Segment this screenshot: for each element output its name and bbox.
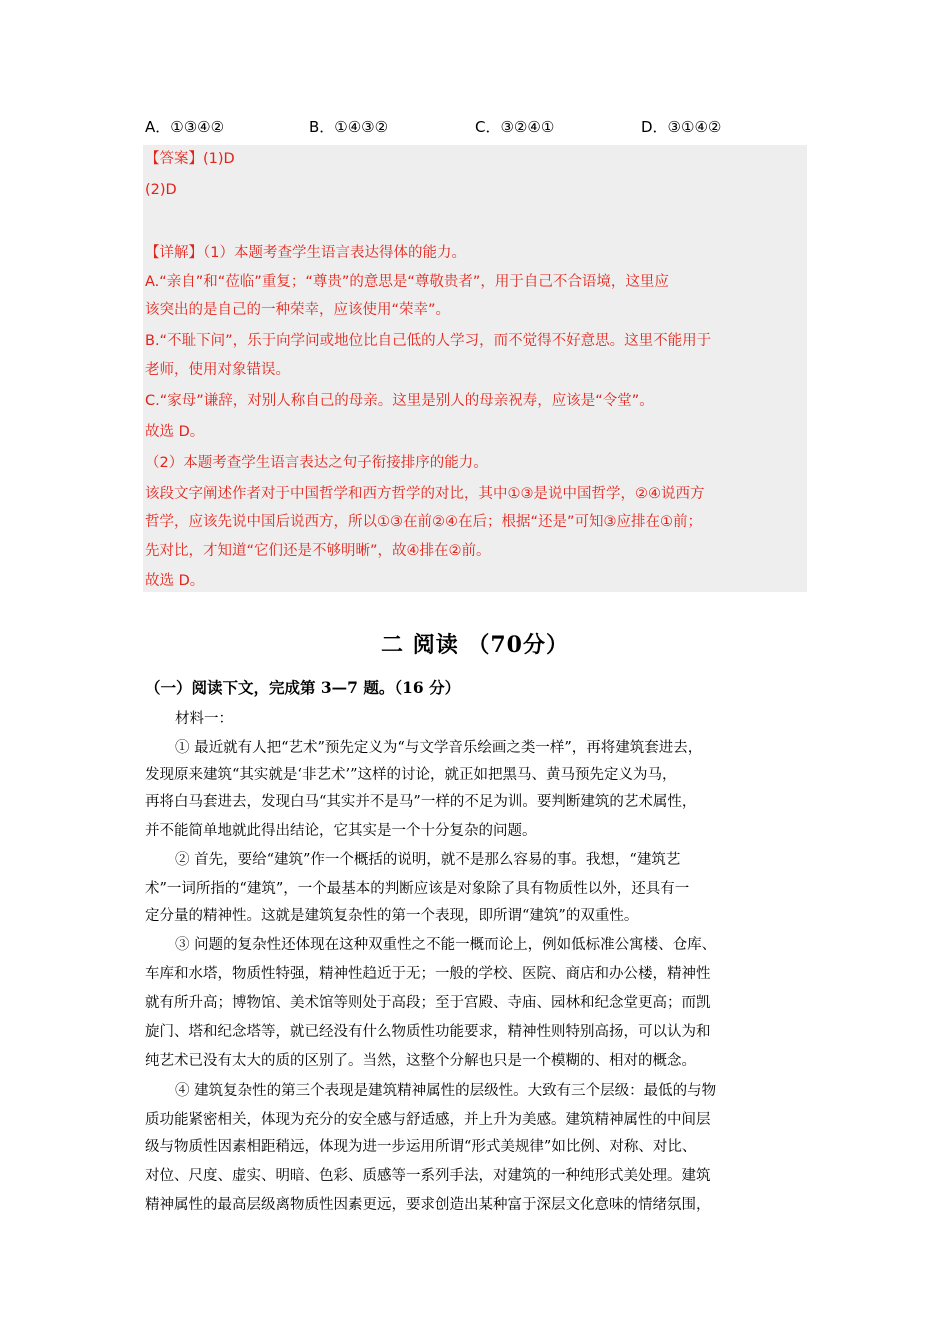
passage-line: 纯艺术已没有太大的质的区别了。当然，这整个分解也只是一个模糊的、相对的概念。 xyxy=(145,1053,696,1069)
section-title: 二 阅读 （70分） xyxy=(381,632,569,658)
passage-line: 精神属性的最高层级离物质性因素更远，要求创造出某种富于深层文化意味的情绪氛围， xyxy=(145,1197,711,1213)
passage-line: 旋门、塔和纪念塔等，就已经没有什么物质性功能要求，精神性则特别高扬，可以认为和 xyxy=(145,1024,711,1040)
answer-line: 故选 D。 xyxy=(145,573,205,589)
passage-line: ④ 建筑复杂性的第三个表现是建筑精神属性的层级性。大致有三个层级：最低的与物 xyxy=(175,1083,717,1099)
answer-line: B.“不耻下问”，乐于向学问或地位比自己低的人学习，而不觉得不好意思。这里不能用于 xyxy=(145,333,712,349)
section-subtitle: （一）阅读下文，完成第 3—7 题。（16 分） xyxy=(145,678,461,697)
answer-line: 该突出的是自己的一种荣幸，应该使用“荣幸”。 xyxy=(145,302,451,318)
passage-line: ① 最近就有人把“艺术”预先定义为“与文学音乐绘画之类一样”，再将建筑套进去， xyxy=(175,740,703,756)
answer-line: 老师，使用对象错误。 xyxy=(145,362,290,378)
passage-line: ② 首先，要给“建筑”作一个概括的说明，就不是那么容易的事。我想，“建筑艺 xyxy=(175,852,681,868)
passage-line: 定分量的精神性。这就是建筑复杂性的第一个表现，即所谓“建筑”的双重性。 xyxy=(145,908,639,924)
options-row xyxy=(145,116,805,138)
passage-line: 再将白马套进去，发现白马“其实并不是马”一样的不足为训。要判断建筑的艺术属性， xyxy=(145,794,697,810)
option-b: B．①④③② xyxy=(309,118,389,136)
answer-line: 【详解】（1）本题考查学生语言表达得体的能力。 xyxy=(145,245,466,261)
passage-line: 级与物质性因素相距稍远，体现为进一步运用所谓“形式美规律”如比例、对称、对比、 xyxy=(145,1139,697,1155)
passage-line: ③ 问题的复杂性还体现在这种双重性之不能一概而论上，例如低标准公寓楼、仓库、 xyxy=(175,937,717,953)
answer-line: (2)D xyxy=(145,182,177,198)
answer-box xyxy=(143,145,807,592)
answer-line: 故选 D。 xyxy=(145,424,205,440)
answer-line: 该段文字阐述作者对于中国哲学和西方哲学的对比，其中①③是说中国哲学，②④说西方 xyxy=(145,486,705,502)
answer-line: 哲学，应该先说中国后说西方，所以①③在前②④在后；根据“还是”可知③应排在①前； xyxy=(145,514,703,530)
answer-line: 【答案】(1)D xyxy=(145,151,235,167)
answer-line: （2）本题考查学生语言表达之句子衔接排序的能力。 xyxy=(145,455,488,471)
passage-line: 术”一词所指的“建筑”，一个最基本的判断应该是对象除了具有物质性以外，还具有一 xyxy=(145,881,690,897)
answer-line: A.“亲自”和“莅临”重复；“尊贵”的意思是“尊敬贵者”，用于自己不合语境，这里应 xyxy=(145,274,669,290)
option-a: A．①③④② xyxy=(145,118,225,136)
passage-line: 车库和水塔，物质性特强，精神性趋近于无；一般的学校、医院、商店和办公楼，精神性 xyxy=(145,966,711,982)
answer-line: 先对比，才知道“它们还是不够明晰”，故④排在②前。 xyxy=(145,543,491,559)
passage-line: 并不能简单地就此得出结论，它其实是一个十分复杂的问题。 xyxy=(145,823,537,839)
passage-line: 就有所升高；博物馆、美术馆等则处于高段；至于宫殿、寺庙、园林和纪念堂更高；而凯 xyxy=(145,995,711,1011)
answer-line: C.“家母”谦辞，对别人称自己的母亲。这里是别人的母亲祝寿，应该是“令堂”。 xyxy=(145,393,654,409)
passage-line: 对位、尺度、虚实、明暗、色彩、质感等一系列手法，对建筑的一种纯形式美处理。建筑 xyxy=(145,1168,711,1184)
passage-line: 材料一： xyxy=(175,711,233,727)
passage-line: 发现原来建筑“其实就是‘非艺术’”这样的讨论，就正如把黑马、黄马预先定义为马， xyxy=(145,767,677,783)
option-c: C．③②④① xyxy=(475,118,555,136)
passage-line: 质功能紧密相关，体现为充分的安全感与舒适感，并上升为美感。建筑精神属性的中间层 xyxy=(145,1112,711,1128)
option-d: D．③①④② xyxy=(641,118,722,136)
